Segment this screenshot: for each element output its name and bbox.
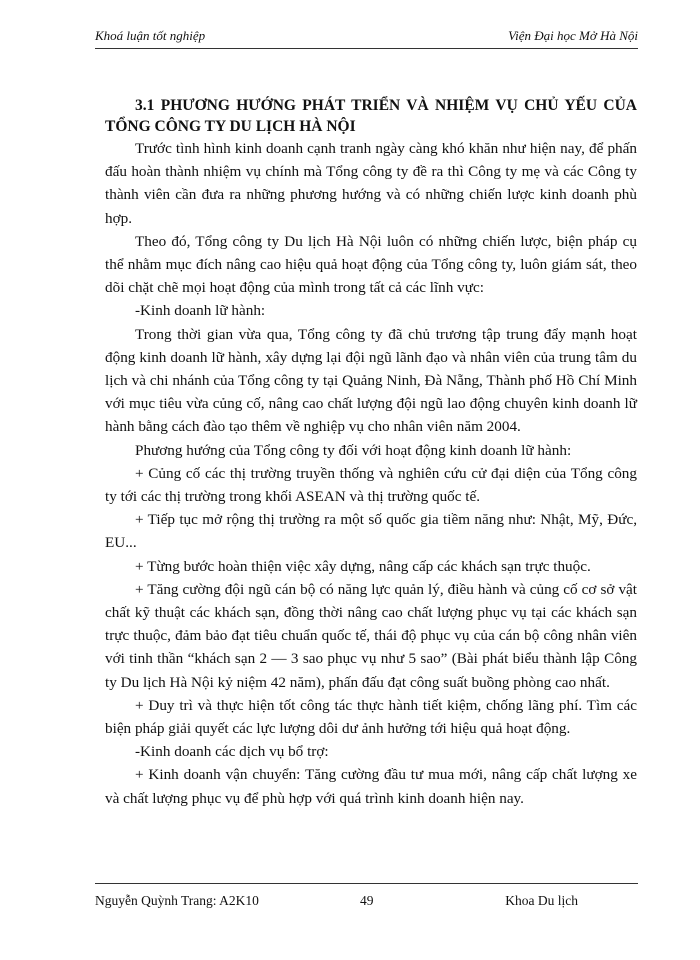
page-number: 49 bbox=[360, 893, 374, 908]
header-institution: Viện Đại học Mở Hà Nội bbox=[508, 28, 638, 43]
footer-faculty: Khoa Du lịch bbox=[505, 893, 578, 908]
section-heading: 3.1 PHƯƠNG HƯỚNG PHÁT TRIỂN VÀ NHIỆM VỤ CHỦ YẾU CỦA TỔNG CÔNG TY DU LỊCH HÀ NỘI bbox=[105, 97, 637, 135]
bullet-item: + Củng cố các thị trường truyền thống và nghiên cứu cử đại diện của Tổng công ty tới các thị trường trong khối ASEAN và thị trường quốc tế. bbox=[105, 464, 637, 506]
paragraph: Trước tình hình kinh doanh cạnh tranh ngày càng khó khăn như hiện nay, để phấn đấu hoàn thành nhiệm vụ chính mà Tổng công ty đề ra thì Công ty mẹ và các Công ty thành viên cần đưa ra những phương hướng và có những chiến lược kinh doanh phù hợp. bbox=[105, 140, 637, 227]
bullet-item: + Duy trì và thực hiện tốt công tác thực hành tiết kiệm, chống lãng phí. Tìm các biện pháp giải quyết các lực lượng dôi dư ảnh hưởng tới hiệu quả hoạt động. bbox=[105, 696, 637, 738]
footer-author: Nguyễn Quỳnh Trang: A2K10 bbox=[95, 893, 259, 908]
bullet-item: + Từng bước hoàn thiện việc xây dựng, nâng cấp các khách sạn trực thuộc. bbox=[135, 557, 591, 575]
page-body bbox=[105, 95, 637, 810]
bullet-item: + Tăng cường đội ngũ cán bộ có năng lực quản lý, điều hành và củng cố cơ sở vật chất kỹ thuật các khách sạn, đồng thời nâng cao chất lượng phục vụ tại các khách sạn trực thuộc, đảm bảo đạt tiêu chuẩn quốc tế, thái độ phục vụ của cán bộ công nhân viên với tinh thần “khách sạn 2 — 3 sao phục vụ như 5 sao” (Bài phát biểu thành lập Công ty Du lịch Hà Nội kỷ niệm 42 năm), phấn đấu đạt công suất buồng phòng cao nhất. bbox=[105, 580, 637, 691]
bullet-item: + Tiếp tục mở rộng thị trường ra một số quốc gia tiềm năng như: Nhật, Mỹ, Đức, EU... bbox=[105, 511, 637, 552]
subsection-label: -Kinh doanh các dịch vụ bổ trợ: bbox=[135, 743, 329, 761]
paragraph: Phương hướng của Tổng công ty đối với hoạt động kinh doanh lữ hành: bbox=[135, 441, 572, 459]
bullet-item: + Kinh doanh vận chuyển: Tăng cường đầu tư mua mới, nâng cấp chất lượng xe và chất lượng phục vụ để phù hợp với quá trình kinh doanh hiện nay. bbox=[105, 766, 637, 807]
page-footer bbox=[95, 883, 638, 913]
page-header bbox=[95, 26, 638, 49]
paragraph: Theo đó, Tổng công ty Du lịch Hà Nội luôn có những chiến lược, biện pháp cụ thể nhằm mục đích nâng cao hiệu quả hoạt động của Tổng công ty, luôn giám sát, theo dõi chặt chẽ mọi hoạt động của mình trong tất cả các lĩnh vực: bbox=[105, 232, 637, 297]
paragraph: Trong thời gian vừa qua, Tổng công ty đã chủ trương tập trung đẩy mạnh hoạt động kinh doanh lữ hành, xây dựng lại đội ngũ lãnh đạo và nhân viên của trung tâm du lịch và chi nhánh của Tổng công ty tại Quảng Ninh, Đà Nẵng, Thành phố Hồ Chí Minh với mục tiêu vừa củng cố, nâng cao chất lượng đội ngũ lao động chuyên kinh doanh lữ hành bằng cách đào tạo thêm về nghiệp vụ cho nhân viên năm 2004. bbox=[105, 325, 637, 436]
header-thesis-label: Khoá luận tốt nghiệp bbox=[95, 28, 206, 43]
subsection-label: -Kinh doanh lữ hành: bbox=[135, 302, 266, 320]
